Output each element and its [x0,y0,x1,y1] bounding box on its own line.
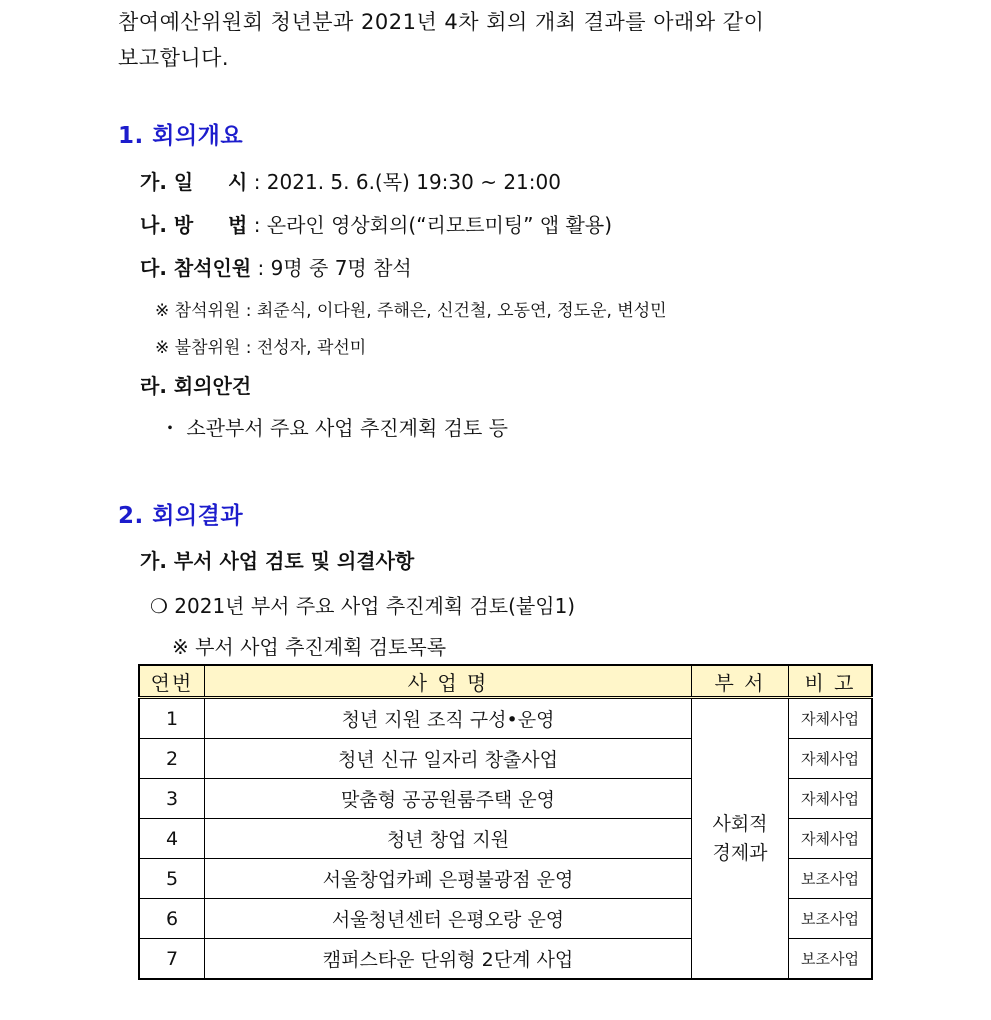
cell-name: 캠퍼스타운 단위형 2단계 사업 [205,939,692,980]
project-table [138,664,873,980]
table-row [139,698,872,739]
cell-name: 서울창업카페 은평불광점 운영 [205,859,692,899]
table-note: ※ 부서 사업 추진계획 검토목록 [172,635,447,659]
cell-no: 6 [139,899,205,939]
item-label: 가. 일 시 [140,170,248,194]
cell-name: 청년 지원 조직 구성•운영 [205,698,692,739]
item-attendance [140,252,412,281]
cell-name: 청년 신규 일자리 창출사업 [205,739,692,779]
agenda-label [140,370,251,399]
intro-line-2: 보고합니다. [118,46,230,70]
cell-no: 7 [139,939,205,980]
header-remark: 비 고 [789,665,873,698]
section-title-overview: 1. 회의개요 [118,123,244,149]
header-dept: 부 서 [692,665,789,698]
intro-line-1: 참여예산위원회 청년분과 2021년 4차 회의 개최 결과를 아래와 같이 [118,10,765,34]
item-label: 나. 방 법 [140,213,248,237]
cell-remark: 자체사업 [789,779,873,819]
note-attendees: ※ 참석위원 : 최준식, 이다원, 주해은, 신건철, 오동연, 정도운, 변성민 [155,301,667,321]
circle-item: ❍ 2021년 부서 주요 사업 추진계획 검토(붙임1) [150,594,576,618]
item-datetime [140,166,561,195]
cell-remark: 보조사업 [789,939,873,980]
cell-remark: 보조사업 [789,899,873,939]
cell-remark: 자체사업 [789,739,873,779]
cell-remark: 자체사업 [789,698,873,739]
dept-line-2: 경제과 [712,841,768,864]
section-title-results: 2. 회의결과 [118,503,244,529]
item-method [140,209,612,238]
table-header-row [139,665,872,698]
cell-name: 청년 창업 지원 [205,819,692,859]
cell-name: 서울청년센터 은평오랑 운영 [205,899,692,939]
subsection-title [140,545,414,574]
header-name: 사 업 명 [205,665,692,698]
item-value: : 9명 중 7명 참석 [251,256,412,280]
cell-remark: 보조사업 [789,859,873,899]
agenda-item: ・ 소관부서 주요 사업 추진계획 검토 등 [160,416,508,440]
dept-line-1: 사회적 [712,813,768,835]
cell-no: 5 [139,859,205,899]
note-absentees: ※ 불참위원 : 전성자, 곽선미 [155,338,367,358]
cell-remark: 자체사업 [789,819,873,859]
cell-no: 1 [139,698,205,739]
agenda-label-text: 라. 회의안건 [140,374,252,398]
item-label: 다. 참석인원 [140,256,252,280]
subsection-title-text: 가. 부서 사업 검토 및 의결사항 [140,549,415,573]
item-value: : 온라인 영상회의(“리모트미팅” 앱 활용) [247,213,612,237]
cell-no: 2 [139,739,205,779]
header-no: 연번 [139,665,205,698]
cell-department [692,698,789,980]
cell-name: 맞춤형 공공원룸주택 운영 [205,779,692,819]
item-value: : 2021. 5. 6.(목) 19:30 ~ 21:00 [247,170,561,194]
cell-no: 3 [139,779,205,819]
cell-no: 4 [139,819,205,859]
